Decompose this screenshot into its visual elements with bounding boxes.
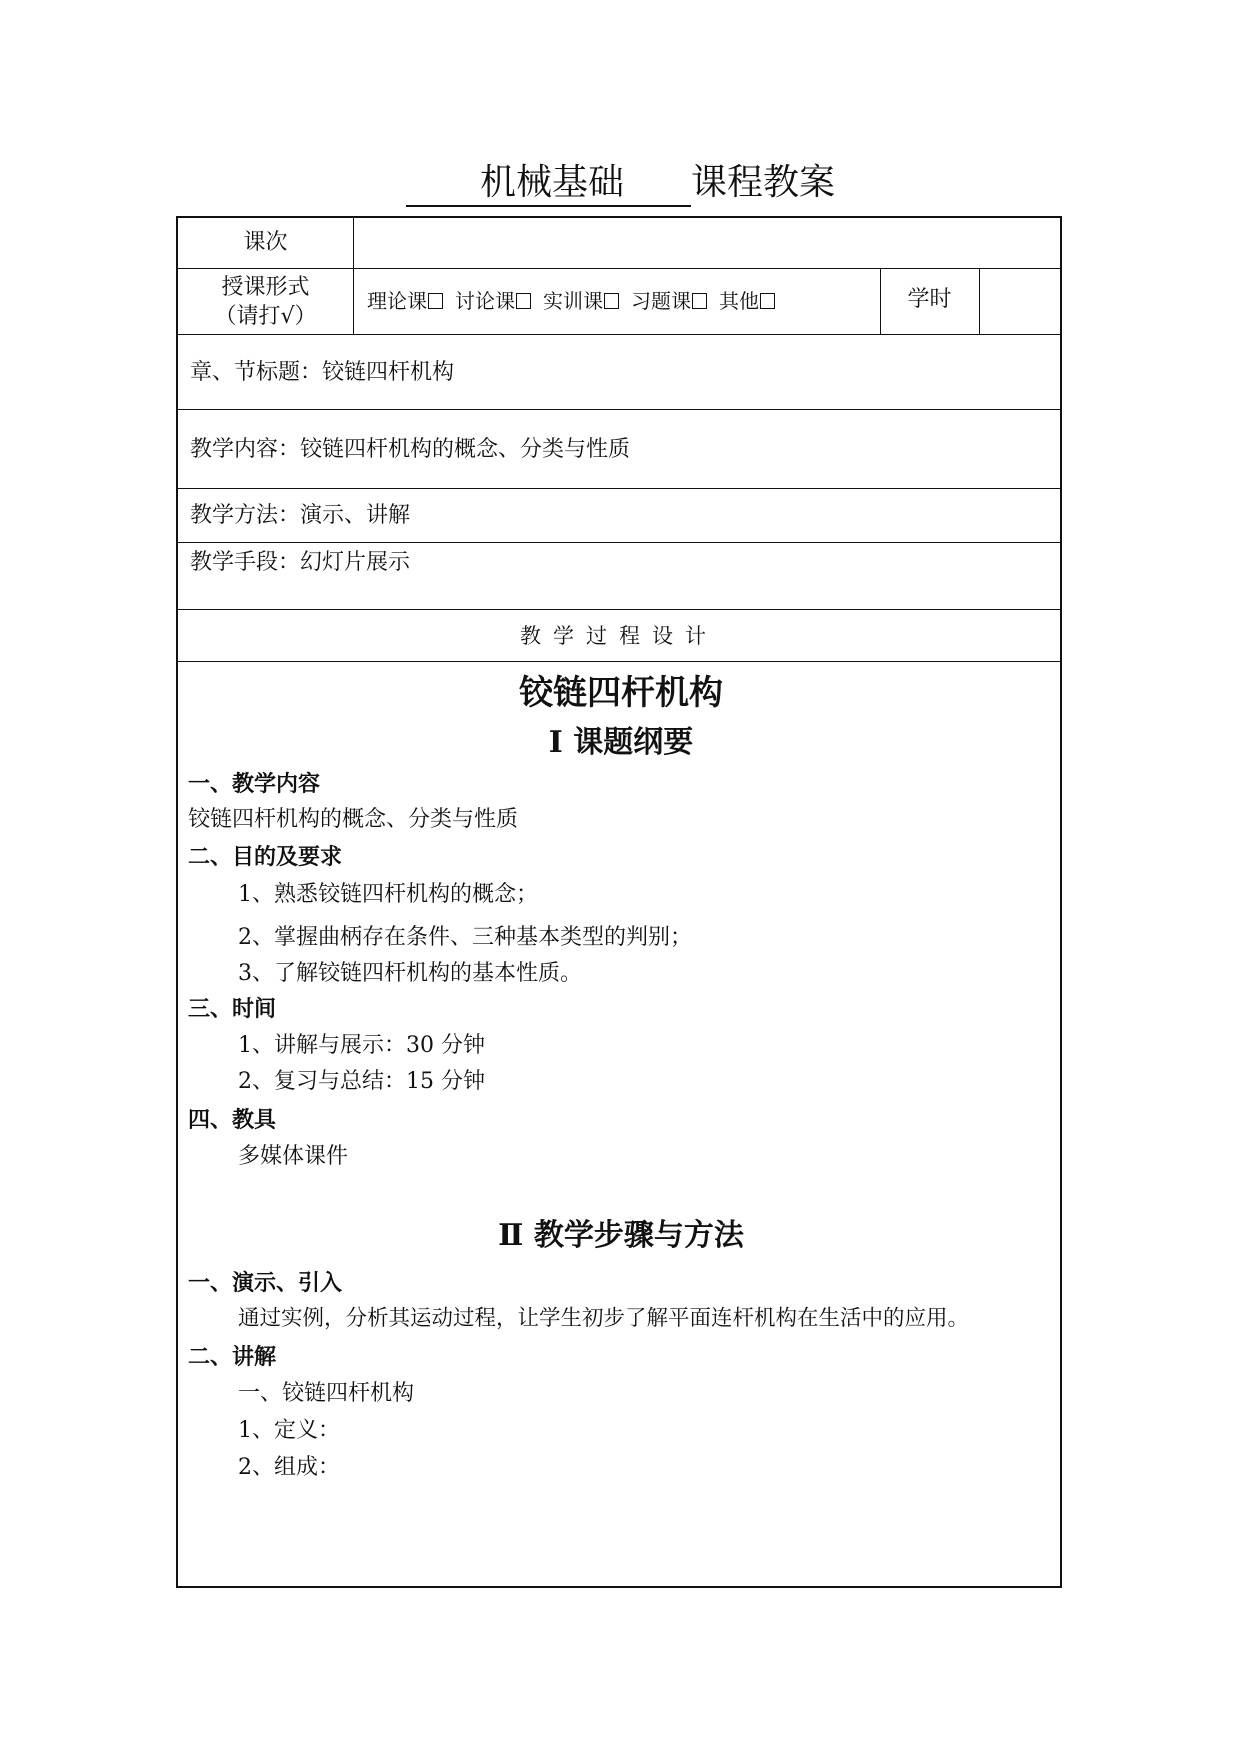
part1-heading: Ⅰ 课题纲要 (548, 725, 694, 760)
list-item: 2、组成： (238, 1455, 340, 1480)
checkbox-icon[interactable] (516, 293, 531, 309)
row-divider (178, 268, 1060, 269)
part2-heading: Ⅱ 教学步骤与方法 (498, 1218, 744, 1253)
document-title (0, 158, 1241, 208)
option-other-label: 其他 (719, 289, 759, 313)
checkbox-icon[interactable] (428, 293, 443, 309)
lesson-plan-form (176, 216, 1062, 1588)
title-suffix: 课程教案 (691, 162, 836, 203)
list-item: 1、定义： (238, 1418, 340, 1443)
section-text: 通过实例，分析其运动过程，让学生初步了解平面连杆机构在生活中的应用。 (238, 1306, 970, 1331)
section-heading: 四、教具 (188, 1107, 277, 1133)
lesson-title: 铰链四杆机构 (519, 673, 723, 713)
row-divider (178, 609, 1060, 610)
teaching-mode-label (178, 273, 353, 331)
row-divider (178, 409, 1060, 410)
row-divider (178, 334, 1060, 335)
list-item: 3、了解铰链四杆机构的基本性质。 (238, 961, 582, 986)
teaching-means: 教学手段：幻灯片展示 (190, 550, 411, 575)
section-heading: 一、演示、引入 (188, 1270, 343, 1296)
teaching-mode-label-line1: 授课形式 (221, 275, 310, 300)
teaching-mode-label-line2: （请打√） (214, 304, 317, 329)
section-heading: 二、目的及要求 (188, 844, 343, 870)
list-item: 1、讲解与展示：30 分钟 (238, 1033, 485, 1058)
option-practical[interactable] (543, 289, 619, 313)
course-name: 机械基础 (406, 161, 691, 207)
section-heading: 三、时间 (188, 996, 277, 1022)
column-divider (353, 218, 354, 335)
option-exercise-label: 习题课 (631, 289, 691, 313)
list-item: 2、掌握曲柄存在条件、三种基本类型的判别； (238, 925, 692, 950)
teaching-mode-options (367, 286, 787, 316)
option-practical-label: 实训课 (543, 289, 603, 313)
row-divider (178, 488, 1060, 489)
checkbox-icon[interactable] (760, 293, 775, 309)
row-divider (178, 661, 1060, 662)
option-discussion-label: 讨论课 (455, 289, 515, 313)
option-theory-label: 理论课 (367, 289, 427, 313)
teaching-method: 教学方法：演示、讲解 (190, 503, 411, 528)
section-text: 多媒体课件 (238, 1144, 349, 1169)
chapter-title: 章、节标题：铰链四杆机构 (190, 360, 455, 385)
list-item: 一、铰链四杆机构 (238, 1381, 415, 1406)
class-hours-label: 学时 (907, 287, 952, 312)
section-heading: 二、讲解 (188, 1344, 277, 1370)
column-divider (979, 268, 980, 335)
lesson-number-label: 课次 (243, 230, 288, 255)
section-heading: 一、教学内容 (188, 771, 321, 797)
teaching-content: 教学内容：铰链四杆机构的概念、分类与性质 (190, 437, 631, 462)
row-divider (178, 542, 1060, 543)
option-theory[interactable] (367, 289, 443, 313)
list-item: 2、复习与总结：15 分钟 (238, 1069, 485, 1094)
option-discussion[interactable] (455, 289, 531, 313)
list-item: 1、熟悉铰链四杆机构的概念； (238, 882, 538, 907)
process-design-header: 教学过程设计 (520, 624, 718, 648)
checkbox-icon[interactable] (604, 293, 619, 309)
option-other[interactable] (719, 289, 775, 313)
checkbox-icon[interactable] (692, 293, 707, 309)
option-exercise[interactable] (631, 289, 707, 313)
section-text: 铰链四杆机构的概念、分类与性质 (188, 807, 519, 832)
